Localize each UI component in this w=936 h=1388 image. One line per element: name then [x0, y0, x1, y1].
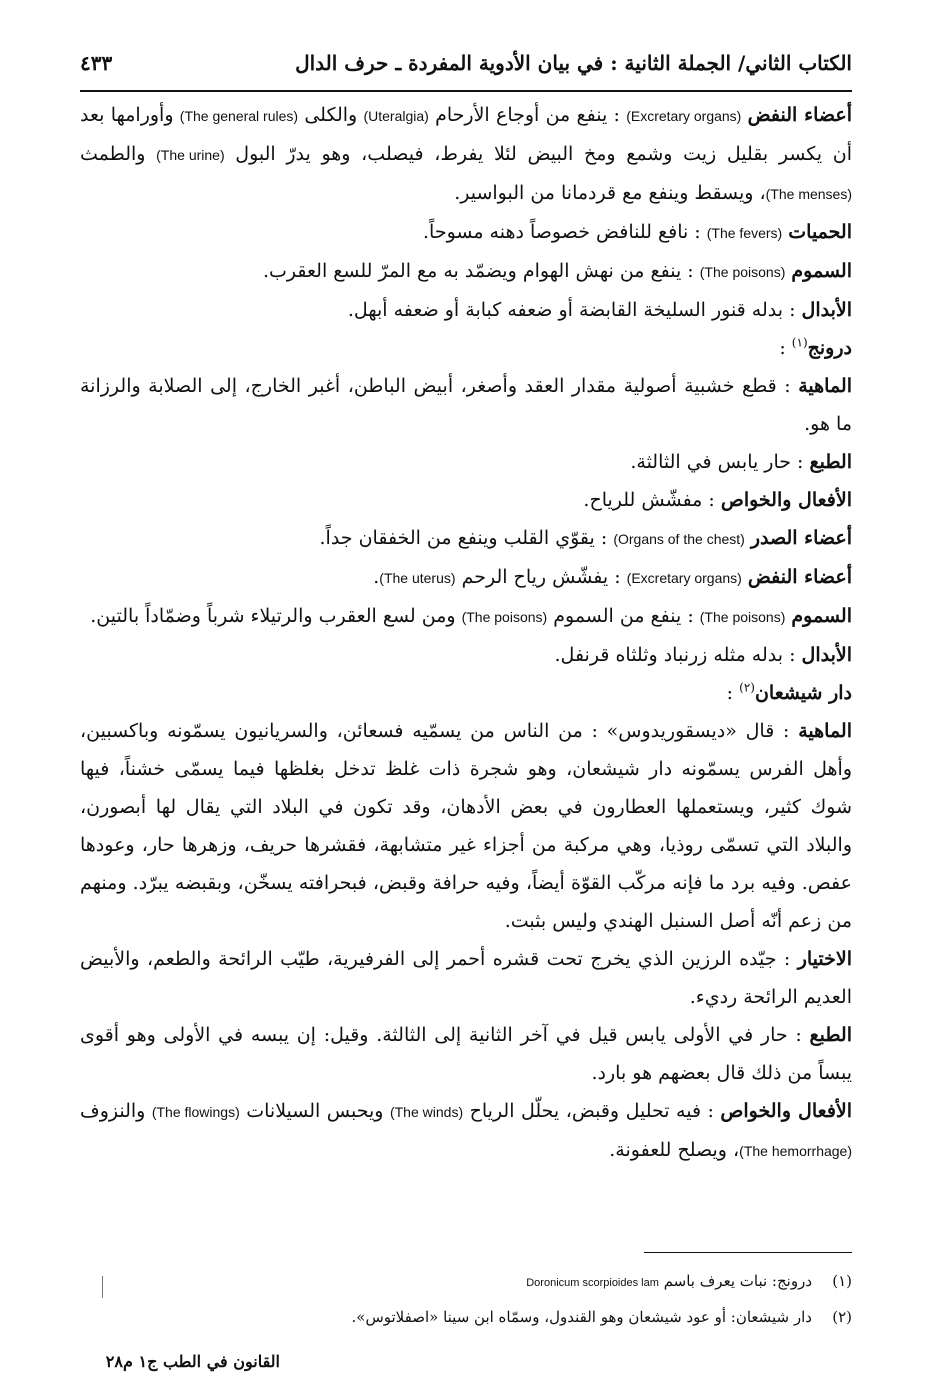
paragraph — [80, 519, 852, 558]
body-text — [80, 96, 852, 1170]
entry-text: ، ويصلح للعفونة. — [609, 1139, 740, 1161]
footnote-text: دار شيشعان: أو عود شيشعان وهو القندول، وسمّاه ابن سينا «اصفلاتوس». — [351, 1308, 812, 1326]
entry-text: : ينفع من السموم — [553, 605, 700, 627]
english-gloss: (Organs of the chest) — [613, 531, 745, 547]
english-gloss: (The urine) — [156, 147, 225, 163]
paragraph — [80, 291, 852, 329]
entry-term: الأبدال — [801, 299, 852, 321]
paragraph — [80, 1092, 852, 1170]
entry-text: والنزوف — [80, 1100, 152, 1122]
english-gloss: (The flowings) — [151, 1104, 240, 1120]
entry-term: درونج — [807, 337, 852, 359]
footnote-number: (٢) — [832, 1308, 852, 1326]
english-gloss: (The fevers) — [706, 225, 783, 241]
entry-text: : ينفع من أوجاع الأرحام — [435, 104, 627, 126]
english-gloss: (The winds) — [389, 1104, 464, 1120]
english-gloss: (The menses) — [765, 186, 852, 202]
entry-term: الماهية — [798, 720, 852, 742]
english-gloss: (The poisons) — [461, 609, 548, 625]
entry-text: : مفشّش للرياح. — [583, 489, 721, 511]
entry-text: والطمث — [80, 143, 157, 165]
paragraph — [80, 213, 852, 252]
footnote — [80, 1300, 852, 1334]
paragraph — [80, 636, 852, 674]
entry-text: : جيّده الرزين الذي يخرج تحت قشره أحمر إلى الفرفيرية، طيّب الرائحة والطعم، والأبيض العديم الرائحة رديء. — [80, 948, 852, 1008]
entry-text: : حار في الأولى يابس قيل في آخر الثانية إلى الثالثة. وقيل: إن يبسه في الأولى وهو أقوى يبساً من ذلك قال بعضهم هو بارد. — [80, 1024, 852, 1084]
entry-term: الطبع — [809, 1024, 852, 1046]
entry-text: ويحبس السيلانات — [246, 1100, 390, 1122]
entry-text: ، ويسقط وينفع مع قردمانا من البواسير. — [454, 182, 766, 204]
entry-text: : ينفع من نهش الهوام ويضمّد به مع المرّ للسع العقرب. — [262, 260, 700, 282]
paragraph — [80, 674, 852, 712]
footnotes — [80, 1264, 852, 1334]
english-gloss: (The poisons) — [699, 609, 786, 625]
entry-term: الحميات — [788, 221, 852, 243]
footnote-number: (١) — [832, 1272, 852, 1290]
entry-term: دار شيشعان — [754, 682, 852, 704]
paragraph — [80, 558, 852, 597]
page-footer: القانون في الطب ج١ م٢٨ — [105, 1352, 280, 1371]
entry-text: : يفشّش رياح الرحم — [461, 566, 627, 588]
entry-term: أعضاء النفض — [747, 566, 852, 588]
header-rule — [80, 90, 852, 92]
english-gloss: (Excretary organs) — [626, 108, 742, 124]
entry-text: . — [373, 566, 380, 588]
entry-text: ومن لسع العقرب والرتيلاء شرباً وضمّاداً بالتين. — [90, 605, 462, 627]
english-gloss: (The general rules) — [179, 108, 299, 124]
entry-term: الأبدال — [801, 644, 852, 666]
paragraph — [80, 443, 852, 481]
paragraph — [80, 1016, 852, 1092]
entry-text: : يقوّي القلب وينفع من الخفقان جداً. — [319, 527, 614, 549]
entry-term: أعضاء النفض — [747, 104, 852, 126]
page-number: ٤٣٣ — [80, 51, 113, 75]
paragraph — [80, 712, 852, 940]
footnote-rule — [644, 1252, 852, 1253]
entry-term: الاختيار — [797, 948, 852, 970]
footnote-latin: Doronicum scorpioides lam — [526, 1277, 659, 1289]
entry-term: السموم — [791, 260, 852, 282]
entry-text: : قطع خشبية أصولية مقدار العقد وأصغر، أبيض الباطن، أغبر الخارج، إلى الصلابة والرزانة ما هو. — [80, 375, 852, 435]
entry-text: : نافع للنافض خصوصاً دهنه مسوحاً. — [423, 221, 707, 243]
entry-term: الأفعال والخواص — [720, 1100, 853, 1122]
entry-text: : بدله قنور السليخة القابضة أو ضعفه كبابة أو ضعفه أبهل. — [347, 299, 802, 321]
entry-term: أعضاء الصدر — [750, 527, 852, 549]
entry-text: : — [779, 337, 792, 359]
footnote-text: درونج: نبات يعرف باسم — [663, 1272, 812, 1290]
english-gloss: (Excretary organs) — [626, 570, 742, 586]
running-title: الكتاب الثاني/ الجملة الثانية : في بيان الأدوية المفردة ـ حرف الدال — [295, 51, 852, 75]
entry-text: : فيه تحليل وقبض، يحلّل الرياح — [469, 1100, 721, 1122]
entry-text: : — [726, 682, 740, 704]
page-header — [80, 38, 852, 88]
paragraph — [80, 96, 852, 213]
entry-term: الأفعال والخواص — [720, 489, 852, 511]
entry-text: : حار يابس في الثالثة. — [630, 451, 810, 473]
paragraph — [80, 481, 852, 519]
footnote-ref: (١) — [791, 335, 808, 350]
paragraph — [80, 597, 852, 636]
english-gloss: (The hemorrhage) — [739, 1143, 852, 1159]
english-gloss: (The poisons) — [699, 264, 786, 280]
paragraph — [80, 329, 852, 367]
entry-text: : قال «ديسقوريدوس» : من الناس من يسمّيه فسعائن، والسريانيون يسمّونه وباكسبين، وأهل الفرس يسمّونه دار شيشعان، وهو شجرة ذات غلظ تدخل بغلظها فيما يسمّى خشناً، فيها شوك كثير، ويستعملها العطارون في بعض الأدهان، وقد تكون في البلاد التي يقال لها أبصورن، والبلاد التي تسمّى روذيا، وهي مركبة من أجزاء غير متشابهة، فقشرها حريف، وزهرها حار، وعودها عفص. وفيه برد ما فإنه مركّب القوّة أيضاً، وفيه حرافة وقبض، فبحرافته يسخّن، وبقبضه يبرّد. ومنهم من زعم أنّه أصل السنبل الهندي وليس بثبت. — [80, 720, 852, 932]
entry-term: السموم — [791, 605, 852, 627]
entry-term: الماهية — [798, 375, 852, 397]
entry-text: والكلى — [304, 104, 364, 126]
english-gloss: (The uterus) — [379, 570, 456, 586]
entry-text: : بدله مثله زرنباد وثلثاه قرنفل. — [554, 644, 802, 666]
paragraph — [80, 252, 852, 291]
margin-mark — [102, 1276, 103, 1298]
footnote — [80, 1264, 852, 1300]
footnote-ref: (٢) — [739, 680, 755, 695]
paragraph — [80, 940, 852, 1016]
entry-text: وأورامها بعد أن يكسر بقليل زيت وشمع ومخ البيض لئلا يفرط، فيصلب، وهو يدرّ البول — [80, 104, 852, 165]
english-gloss: (Uteralgia) — [363, 108, 429, 124]
paragraph — [80, 367, 852, 443]
entry-term: الطبع — [809, 451, 852, 473]
